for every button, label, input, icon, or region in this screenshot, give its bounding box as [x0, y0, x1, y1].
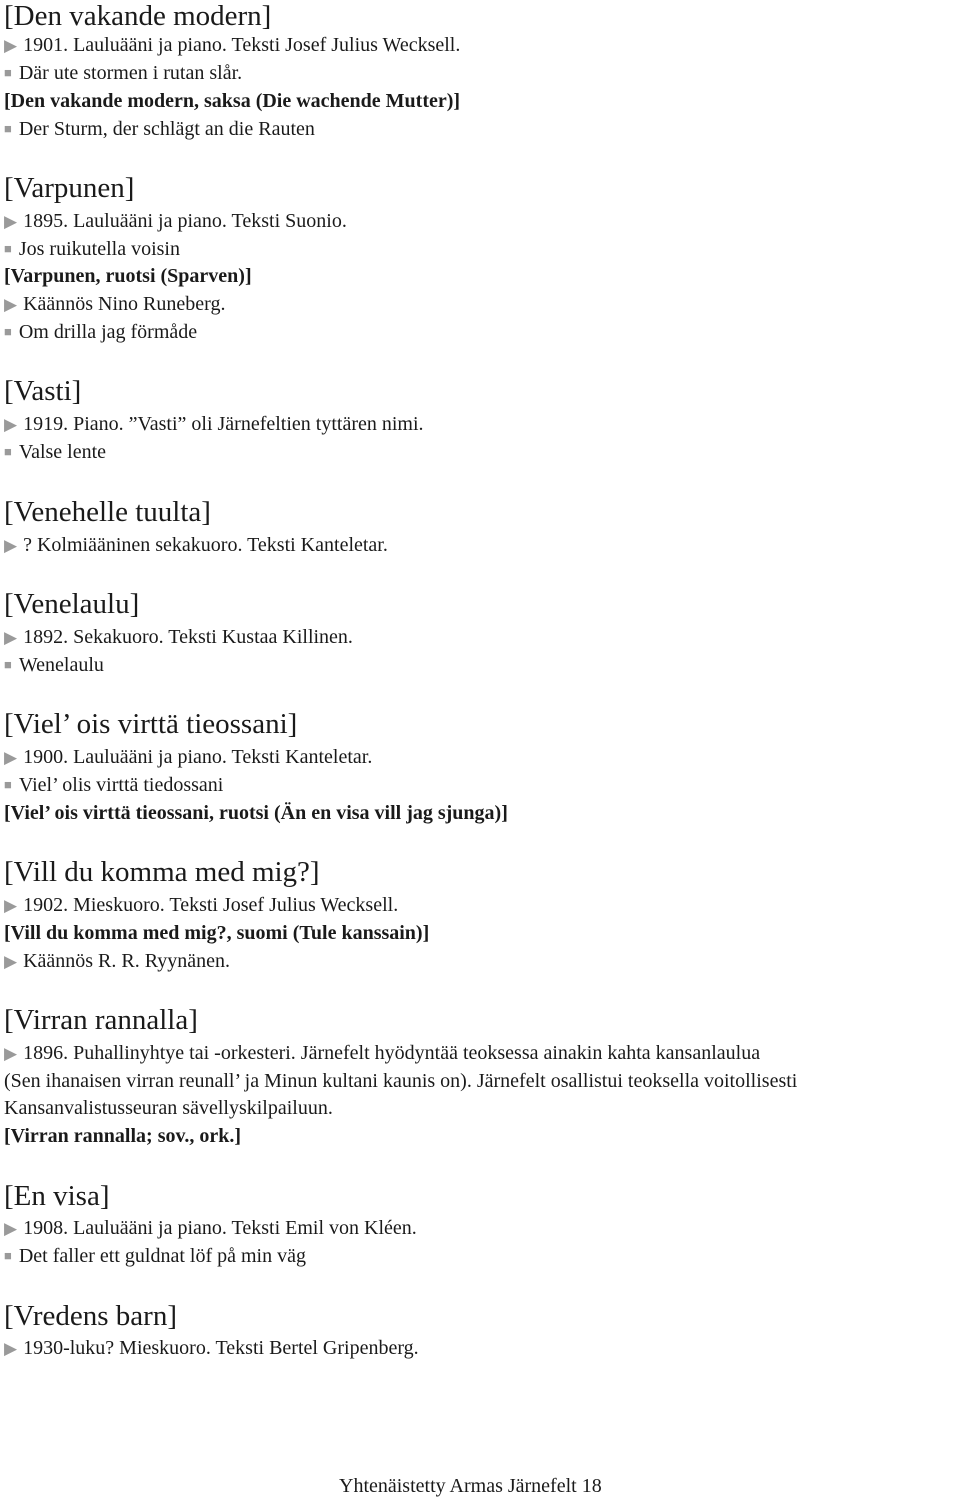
- square-bullet-icon: ■: [4, 324, 12, 339]
- entry-info: [4, 1338, 419, 1358]
- line-text: Jos ruikutella voisin: [18, 238, 180, 260]
- section-title: [Venelaulu]: [4, 588, 140, 620]
- triangle-right-icon: ▶: [4, 1339, 18, 1358]
- line-text: Kansanvalistusseuran sävellyskilpailuun.: [4, 1097, 333, 1119]
- line-text: Käännös Nino Runeberg.: [23, 293, 226, 315]
- line-text: 1901. Lauluääni ja piano. Teksti Josef Julius Wecksell.: [23, 34, 461, 56]
- line-text: [Varpunen, ruotsi (Sparven)]: [4, 265, 252, 287]
- triangle-right-icon: ▶: [4, 415, 18, 434]
- version-heading: [4, 923, 429, 943]
- line-text: 1930-luku? Mieskuoro. Teksti Bertel Gripenberg.: [23, 1337, 419, 1359]
- entry-info: [4, 747, 372, 767]
- song-title: [4, 322, 197, 342]
- song-title: [4, 775, 223, 795]
- entry-info: [4, 414, 424, 434]
- line-text: 1895. Lauluääni ja piano. Teksti Suonio.: [23, 210, 347, 232]
- line-text: Der Sturm, der schlägt an die Rauten: [18, 118, 315, 140]
- line-text: [Den vakande modern, saksa (Die wachende Mutter)]: [4, 90, 461, 112]
- song-title: [4, 655, 104, 675]
- song-title: [4, 442, 106, 462]
- line-text: 1900. Lauluääni ja piano. Teksti Kanteletar.: [23, 746, 373, 768]
- square-bullet-icon: ■: [4, 777, 12, 792]
- square-bullet-icon: ■: [4, 121, 12, 136]
- section-title: [Viel’ ois virttä tieossani]: [4, 708, 298, 740]
- line-text: ? Kolmiääninen sekakuoro. Teksti Kanteletar.: [23, 534, 388, 556]
- line-text: [Viel’ ois virttä tieossani, ruotsi (Än en visa vill jag sjunga)]: [4, 802, 508, 824]
- triangle-right-icon: ▶: [4, 628, 18, 647]
- line-text: [Vill du komma med mig?, suomi (Tule kanssain)]: [4, 922, 430, 944]
- line-text: (Sen ihanaisen virran reunall’ ja Minun kultani kaunis on). Järnefelt osallistui teoksella voitollisesti: [4, 1070, 798, 1092]
- version-heading: [4, 1126, 241, 1146]
- entry-info: [4, 1043, 760, 1063]
- line-text: Det faller ett guldnat löf på min väg: [18, 1245, 306, 1267]
- triangle-right-icon: ▶: [4, 952, 18, 971]
- square-bullet-icon: ■: [4, 444, 12, 459]
- square-bullet-icon: ■: [4, 1248, 12, 1263]
- page-footer: Yhtenäistetty Armas Järnefelt 18: [339, 1475, 602, 1497]
- entry-info: [4, 535, 388, 555]
- line-text: Wenelaulu: [18, 654, 104, 676]
- entry-info-continued: [4, 1071, 797, 1091]
- section-title: [Virran rannalla]: [4, 1004, 198, 1036]
- entry-info: [4, 951, 230, 971]
- section-title: [Venehelle tuulta]: [4, 496, 211, 528]
- line-text: 1902. Mieskuoro. Teksti Josef Julius Wecksell.: [23, 894, 399, 916]
- section-title: [Vill du komma med mig?]: [4, 856, 320, 888]
- triangle-right-icon: ▶: [4, 212, 18, 231]
- song-title: [4, 1246, 306, 1266]
- version-heading: [4, 803, 508, 823]
- triangle-right-icon: ▶: [4, 896, 18, 915]
- song-title: [4, 239, 180, 259]
- triangle-right-icon: ▶: [4, 1219, 18, 1238]
- line-text: Käännös R. R. Ryynänen.: [23, 950, 231, 972]
- triangle-right-icon: ▶: [4, 1044, 18, 1063]
- section-title: [En visa]: [4, 1180, 110, 1212]
- triangle-right-icon: ▶: [4, 295, 18, 314]
- triangle-right-icon: ▶: [4, 536, 18, 555]
- version-heading: [4, 91, 460, 111]
- entry-info: [4, 1218, 417, 1238]
- line-text: 1896. Puhallinyhtye tai -orkesteri. Järnefelt hyödyntää teoksessa ainakin kahta kansanlaulua: [23, 1042, 761, 1064]
- square-bullet-icon: ■: [4, 241, 12, 256]
- square-bullet-icon: ■: [4, 657, 12, 672]
- version-heading: [4, 266, 252, 286]
- line-text: 1919. Piano. ”Vasti” oli Järnefeltien tyttären nimi.: [23, 413, 424, 435]
- line-text: [Virran rannalla; sov., ork.]: [4, 1125, 242, 1147]
- entry-info-continued: [4, 1098, 333, 1118]
- entry-info: [4, 627, 353, 647]
- song-title: [4, 119, 315, 139]
- entry-info: [4, 895, 398, 915]
- triangle-right-icon: ▶: [4, 36, 18, 55]
- line-text: Valse lente: [18, 441, 107, 463]
- line-text: 1908. Lauluääni ja piano. Teksti Emil von Kléen.: [23, 1217, 417, 1239]
- line-text: 1892. Sekakuoro. Teksti Kustaa Killinen.: [23, 626, 353, 648]
- entry-info: [4, 294, 225, 314]
- section-title: [Vasti]: [4, 375, 82, 407]
- song-title: [4, 63, 242, 83]
- section-title: [Varpunen]: [4, 172, 135, 204]
- line-text: Om drilla jag förmåde: [18, 321, 198, 343]
- line-text: Där ute stormen i rutan slår.: [18, 62, 243, 84]
- triangle-right-icon: ▶: [4, 748, 18, 767]
- line-text: Viel’ olis virttä tiedossani: [18, 774, 224, 796]
- entry-info: [4, 211, 347, 231]
- entry-info: [4, 35, 460, 55]
- section-title: [Den vakande modern]: [4, 0, 272, 32]
- section-title: [Vredens barn]: [4, 1300, 177, 1332]
- square-bullet-icon: ■: [4, 65, 12, 80]
